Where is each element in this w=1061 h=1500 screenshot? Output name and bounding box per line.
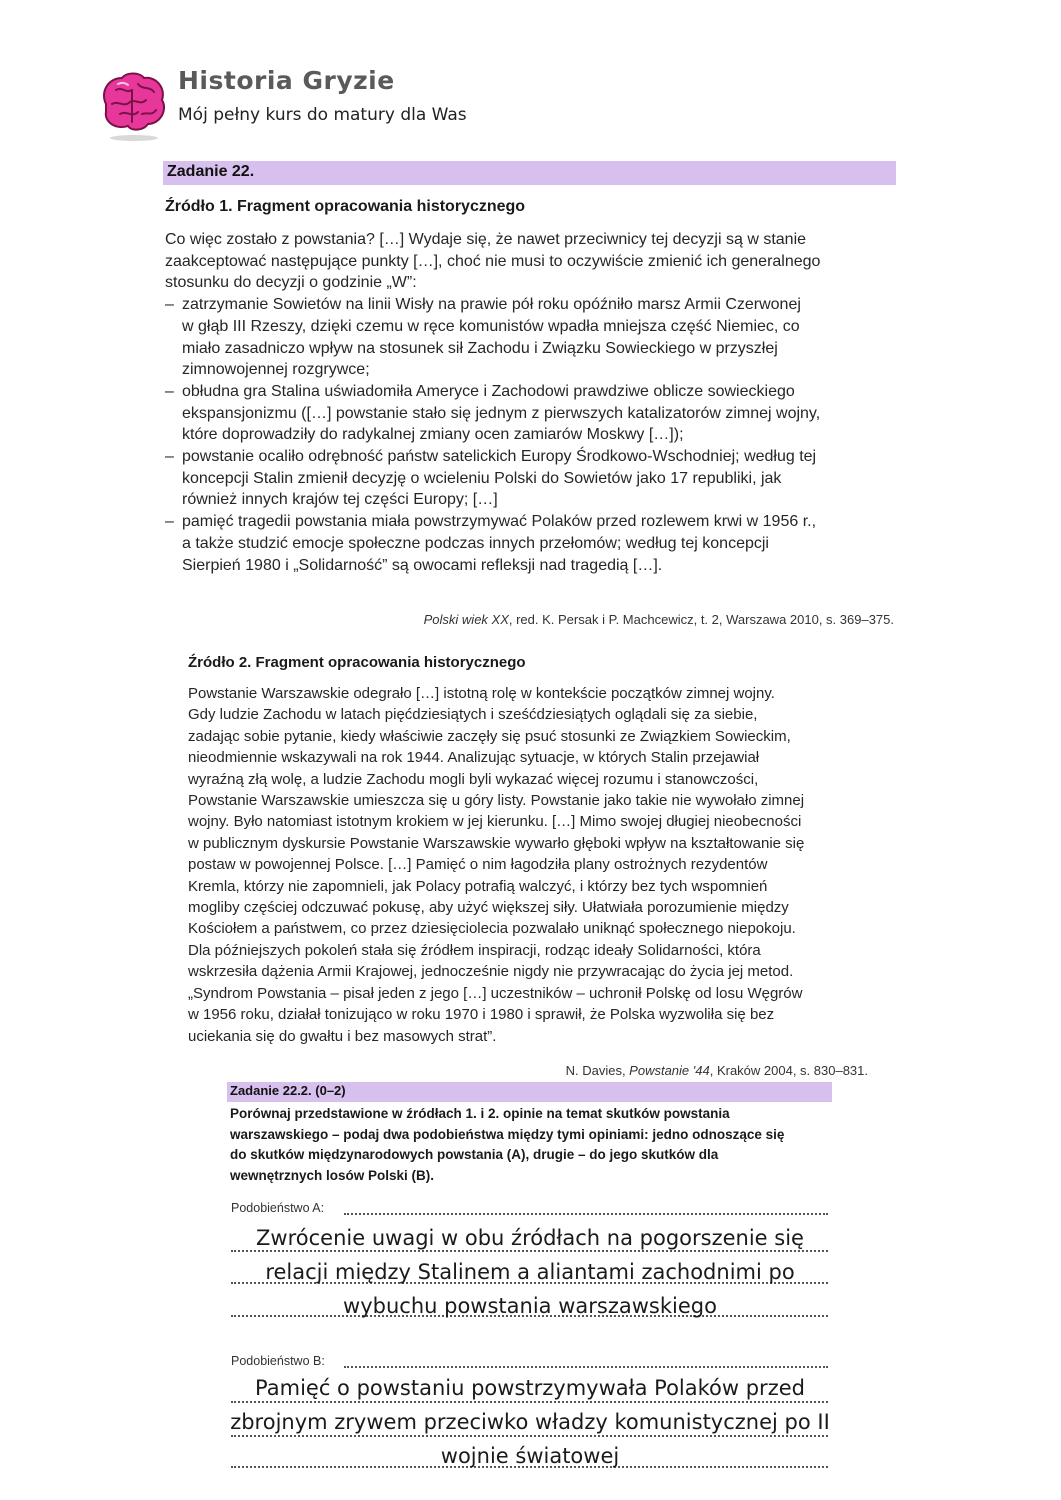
question-title-bar <box>227 1082 832 1102</box>
answer-line <box>344 1366 828 1368</box>
bullet-line: a także studzić emocje społeczne podczas innych przełomów; według tej koncepcji <box>182 534 769 552</box>
bullet-line: obłudna gra Stalina uświadomiła Ameryce i Zachodowi prawdziwe oblicze sowieckiego <box>182 382 795 400</box>
source1-intro-line: zaakceptować następujące punkty […], choć nie musi to oczywiście zmienić ich generalnego <box>165 252 821 270</box>
question-line: Porównaj przedstawione w źródłach 1. i 2. opinie na temat skutków powstania <box>230 1106 730 1121</box>
source2-line: wskrzesiła dążenia Armii Krajowej, jednocześnie nigdy nie przywracając do życia jej metod. <box>188 963 794 981</box>
brand-title: Historia Gryzie <box>178 66 395 95</box>
source2-line: wojny. Było natomiast istotnym krokiem w jej kierunku. […] Mimo swojej długiej nieobecności <box>188 813 802 831</box>
source2-caption <box>420 1063 868 1078</box>
source2-line: Dla późniejszych pokoleń stała się źródłem inspiracji, rodząc ideały Solidarności, która <box>188 941 761 959</box>
answer-a-line: Zwrócenie uwagi w obu źródłach na pogorszenie się <box>256 1226 804 1250</box>
bullet-line: ekspansjonizmu ([…] powstanie stało się jednym z pierwszych katalizatorów zimnej wojny, <box>182 404 821 422</box>
bullet-line: pamięć tragedii powstania miała powstrzymywać Polaków przed rozlewem krwi w 1956 r., <box>182 513 817 531</box>
source2-line: nieodmiennie wskazywali na rok 1944. Analizując sytuacje, w których Stalin przejawiał <box>188 749 760 767</box>
answer-b-line: zbrojnym zrywem przeciwko władzy komunistycznej po II <box>230 1410 830 1434</box>
source2-caption-title: Powstanie '44 <box>629 1063 710 1078</box>
bullet-line: w głąb III Rzeszy, dzięki czemu w ręce komunistów wpadła mniejsza część Niemiec, co <box>182 317 800 335</box>
source1-bullet <box>165 446 900 511</box>
source1-caption-rest: , red. K. Persak i P. Machcewicz, t. 2, Warszawa 2010, s. 369–375. <box>508 612 894 627</box>
question-line: do skutków międzynarodowych powstania (A), drugie – do jego skutków dla <box>230 1147 719 1162</box>
answer-line <box>344 1213 828 1215</box>
source2-line: „Syndrom Powstania – pisał jeden z jego […] uczestników – uchronił Polskę od losu Węgrów <box>188 984 803 1002</box>
bullet-dash: – <box>165 448 174 466</box>
bullet-dash: – <box>165 382 174 400</box>
task-title: Zadanie 22. <box>167 163 255 180</box>
brand-subtitle: Mój pełny kurs do matury dla Was <box>178 105 467 125</box>
question-text <box>230 1104 830 1186</box>
source2-line: Powstanie Warszawskie umieszcza się u góry listy. Powstanie jako takie nie wywołało zimnej <box>188 792 805 810</box>
source1-intro-line: stosunku do decyzji o godzinie „W”: <box>165 274 417 292</box>
brain-icon <box>98 70 168 144</box>
source1-caption-title: Polski wiek XX <box>423 612 509 627</box>
bullet-line: zimnowojennej rozgrywce; <box>182 361 370 379</box>
source2-line: Gdy ludzie Zachodu w latach pięćdziesiątych i sześćdziesiątych oglądali się za siebie, <box>188 706 758 724</box>
bullet-line: koncepcji Stalin zmienił decyzję o wcieleniu Polski do Sowietów jako 17 republiki, jak <box>182 469 782 487</box>
source2-line: postaw w powojennej Polsce. […] Pamięć o nim łagodziła plany ostrożnych rezydentów <box>188 856 768 874</box>
source2-body <box>188 683 888 1047</box>
bullet-line: które doprowadziły do radykalnej zmiany ocen zamiarów Moskwy […]); <box>182 426 684 444</box>
source1-bullet <box>165 294 900 381</box>
source2-caption-rest: , Kraków 2004, s. 830–831. <box>709 1063 868 1078</box>
source2-heading: Źródło 2. Fragment opracowania historycznego <box>188 654 526 671</box>
source1-bullet <box>165 381 900 446</box>
bullet-line: miało zasadniczo wpływ na stosunek sił Zachodu i Związku Sowieckiego w przyszłej <box>182 339 778 357</box>
similarity-b-label: Podobieństwo B: <box>231 1354 325 1368</box>
source1-caption <box>300 612 894 627</box>
bullet-line: Sierpień 1980 i „Solidarność” są owocami refleksji nad tragedią […]. <box>182 556 663 574</box>
source2-line: Kremla, którzy nie zapomnieli, jak Polacy potrafią walczyć, i którzy bez tych wspomnień <box>188 877 768 895</box>
bullet-line: również innych krajów tej części Europy; […] <box>182 491 498 509</box>
answer-b-line: Pamięć o powstaniu powstrzymywała Polaków przed <box>255 1376 805 1400</box>
source1-body <box>165 229 900 576</box>
question-title: Zadanie 22.2. (0–2) <box>230 1083 346 1098</box>
source1-bullet <box>165 511 900 576</box>
answer-a-text[interactable] <box>222 1221 838 1323</box>
source2-line: Powstanie Warszawskie odegrało […] istotną rolę w kontekście początków zimnej wojny. <box>188 685 775 702</box>
source2-line: mogliby częściej odczuwać pokusę, aby użyć większej siły. Ułatwiała porozumienie między <box>188 899 789 917</box>
source2-line: zadając sobie pytanie, kiedy właściwie zaczęły się psuć stosunki ze Związkiem Sowieckim, <box>188 727 791 745</box>
answer-b-line: wojnie światowej <box>440 1444 620 1468</box>
source2-caption-author: N. Davies, <box>565 1063 630 1078</box>
bullet-line: powstanie ocaliło odrębność państw satelickich Europy Środkowo-Wschodniej; według tej <box>182 448 817 466</box>
source2-line: uciekania się do gwałtu i bez masowych strat”. <box>188 1027 497 1045</box>
question-line: warszawskiego – podaj dwa podobieństwa między tymi opiniami: jedno odnoszące się <box>230 1126 785 1142</box>
source2-line: Kościołem a państwem, co przez dziesięciolecia pozwalało uniknąć społecznego niepokoju. <box>188 920 796 938</box>
answer-a-line: wybuchu powstania warszawskiego <box>343 1294 717 1318</box>
source1-intro-line: Co więc zostało z powstania? […] Wydaje się, że nawet przeciwnicy tej decyzji są w stanie <box>165 231 807 248</box>
source2-line: wyraźną złą wolę, a ludzie Zachodu mogli byli wykazać więcej rozumu i stanowczości, <box>188 770 759 788</box>
source2-line: w 1956 roku, działał tonizująco w roku 1970 i 1980 i sprawił, że Polska wyzwoliła się bez <box>188 1006 775 1024</box>
answer-b-text[interactable] <box>212 1371 848 1473</box>
similarity-a-label: Podobieństwo A: <box>231 1201 325 1215</box>
task-title-bar <box>163 161 896 185</box>
source2-line: w publicznym dyskursie Powstanie Warszawskie wywarło głęboki wpływ na kształtowanie się <box>188 834 805 852</box>
question-line: wewnętrznych losów Polski (B). <box>230 1167 435 1183</box>
answer-a-line: relacji między Stalinem a aliantami zachodnimi po <box>265 1260 795 1284</box>
source1-heading: Źródło 1. Fragment opracowania historycznego <box>165 198 526 215</box>
bullet-dash: – <box>165 513 174 531</box>
bullet-line: zatrzymanie Sowietów na linii Wisły na prawie pół roku opóźniło marsz Armii Czerwonej <box>182 296 801 314</box>
bullet-dash: – <box>165 296 174 314</box>
